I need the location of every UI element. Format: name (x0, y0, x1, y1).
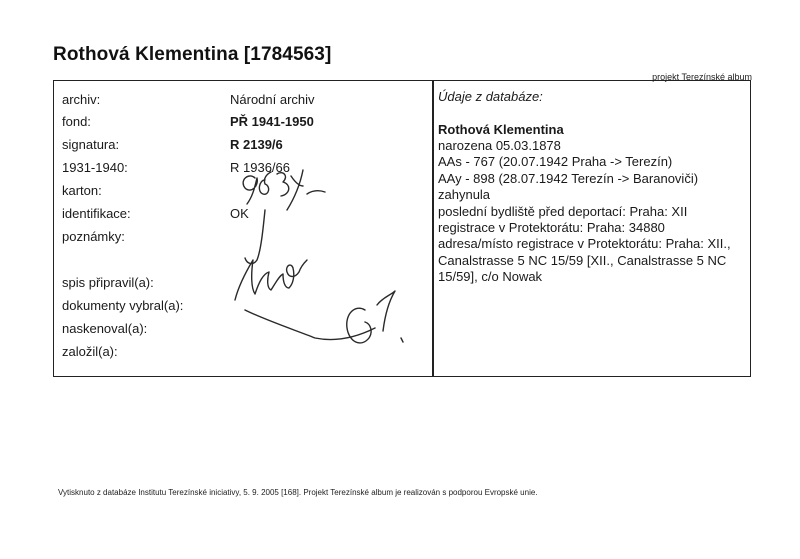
field-label-spis-pripravil: spis připravil(a): (62, 275, 154, 290)
handwritten-signature (235, 260, 307, 300)
field-value-1931-1940: R 1936/66 (230, 160, 290, 175)
database-transport-1: AAs - 767 (20.07.1942 Praha -> Terezín) (438, 154, 673, 170)
field-label-fond: fond: (62, 114, 91, 129)
column-divider (432, 81, 434, 376)
project-label: projekt Terezínské album (652, 72, 752, 82)
field-label-zalozil: založil(a): (62, 344, 118, 359)
footer-note: Vytisknuto z databáze Institutu Terezínské iniciativy, 5. 9. 2005 [168]. Projekt Terezínské album je realizován s podporou Evropské unie. (58, 488, 538, 497)
field-label-naskenoval: naskenoval(a): (62, 321, 148, 336)
handwritten-stroke (245, 210, 265, 264)
database-fate: zahynula (438, 187, 491, 203)
database-panel (438, 89, 743, 369)
field-label-poznamky: poznámky: (62, 229, 125, 244)
database-transport-2: AAy - 898 (28.07.1942 Terezín -> Baranoviči) (438, 170, 699, 186)
field-value-signatura: R 2139/6 (230, 137, 283, 152)
page-title: Rothová Klementina [1784563] (53, 44, 332, 65)
database-person-name: Rothová Klementina (438, 122, 564, 137)
handwritten-signature-tail (245, 310, 375, 340)
database-address: adresa/místo registrace v Protektorátu: Praha: XII., Canalstrasse 5 NC 15/59 [XII., Canalstrasse 5 NC 15/59], c/o Nowak (438, 236, 731, 285)
database-last-residence: poslední bydliště před deportací: Praha: XII (438, 203, 688, 219)
field-label-identifikace: identifikace: (62, 206, 131, 221)
handwritten-number (243, 170, 325, 210)
database-registration: registrace v Protektorátu: Praha: 34880 (438, 220, 665, 236)
field-value-archiv: Národní archiv (230, 92, 315, 107)
field-label-signatura: signatura: (62, 137, 120, 152)
field-label-karton: karton: (62, 183, 102, 198)
field-label-dokumenty-vybral: dokumenty vybral(a): (62, 298, 184, 313)
field-value-fond: PŘ 1941-1950 (230, 114, 314, 129)
field-label-archiv: archiv: (62, 92, 101, 107)
database-header: Údaje z databáze: (438, 89, 543, 104)
field-label-1931-1940: 1931-1940: (62, 160, 128, 175)
database-born: narozena 05.03.1878 (438, 138, 561, 153)
field-value-identifikace: OK (230, 206, 249, 221)
handwritten-annotations (215, 160, 425, 370)
